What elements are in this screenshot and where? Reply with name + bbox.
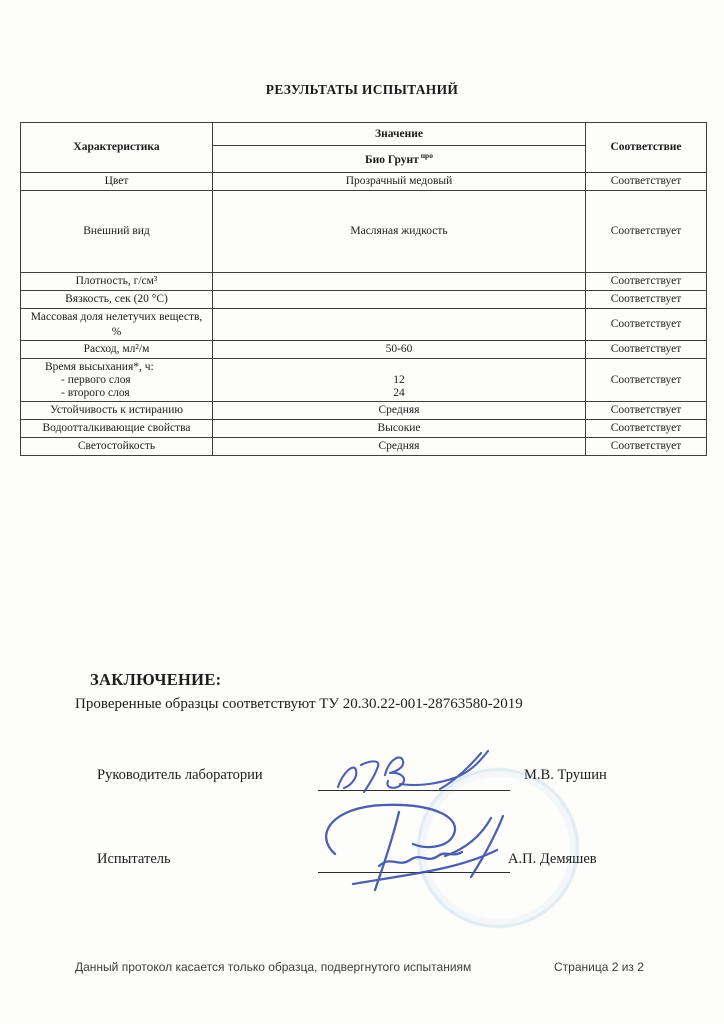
cell-characteristic: Плотность, г/см³ bbox=[21, 273, 213, 291]
cell-characteristic: Устойчивость к истиранию bbox=[21, 402, 213, 420]
page-title: РЕЗУЛЬТАТЫ ИСПЫТАНИЙ bbox=[265, 82, 459, 97]
cell-compliance: Соответствует bbox=[586, 191, 707, 273]
results-table bbox=[20, 122, 707, 456]
table-header-row bbox=[21, 123, 707, 146]
product-sup: про bbox=[420, 150, 433, 160]
col-header-compliance: Соответствие bbox=[586, 123, 707, 173]
col-header-product bbox=[213, 146, 586, 173]
cell-value: Высокие bbox=[213, 420, 586, 438]
table-row-viscosity bbox=[21, 291, 707, 309]
cell-compliance: Соответствует bbox=[586, 273, 707, 291]
conclusion-heading: ЗАКЛЮЧЕНИЕ: bbox=[90, 670, 222, 689]
cell-value: Прозрачный медовый bbox=[213, 173, 586, 191]
cell-value bbox=[213, 291, 586, 309]
drying-time-first-layer: - первого слоя bbox=[61, 373, 131, 386]
table-row-water-repellency bbox=[21, 420, 707, 438]
col-header-value-group: Значение bbox=[213, 123, 586, 146]
cell-value bbox=[213, 309, 586, 341]
table-row-color bbox=[21, 173, 707, 191]
cell-compliance: Соответствует bbox=[586, 341, 707, 359]
cell-compliance: Соответствует bbox=[586, 309, 707, 341]
cell-value: Средняя bbox=[213, 438, 586, 456]
signature-name-demyashev: А.П. Демяшев bbox=[508, 851, 597, 867]
signature-name-trushin: М.В. Трушин bbox=[524, 767, 607, 783]
cell-compliance: Соответствует bbox=[586, 438, 707, 456]
cell-characteristic: Водоотталкивающие свойства bbox=[21, 420, 213, 438]
cell-compliance: Соответствует bbox=[586, 402, 707, 420]
cell-value: Средняя bbox=[213, 402, 586, 420]
cell-value: Масляная жидкость bbox=[213, 191, 586, 273]
col-header-characteristic: Характеристика bbox=[21, 123, 213, 173]
cell-value: 50-60 bbox=[213, 341, 586, 359]
signature-demyashev-ink bbox=[295, 792, 530, 897]
cell-characteristic: Светостойкость bbox=[21, 438, 213, 456]
table-row-drying-time bbox=[21, 359, 707, 402]
cell-compliance: Соответствует bbox=[586, 359, 707, 402]
drying-value-second: 24 bbox=[393, 386, 405, 399]
signature-role-tester: Испытатель bbox=[97, 851, 171, 867]
cell-characteristic bbox=[21, 359, 213, 402]
footer-page-number: Страница 2 из 2 bbox=[554, 960, 644, 974]
table-row-lightfastness bbox=[21, 438, 707, 456]
cell-compliance: Соответствует bbox=[586, 291, 707, 309]
table-row-consumption bbox=[21, 341, 707, 359]
drying-time-label: Время высыхания*, ч: bbox=[45, 360, 154, 373]
table-row-abrasion-resistance bbox=[21, 402, 707, 420]
footer-note: Данный протокол касается только образца, подвергнутого испытаниям bbox=[75, 960, 472, 974]
cell-value bbox=[213, 359, 586, 402]
cell-characteristic: Расход, мл²/м bbox=[21, 341, 213, 359]
cell-characteristic: Цвет bbox=[21, 173, 213, 191]
cell-value bbox=[213, 273, 586, 291]
cell-characteristic: Внешний вид bbox=[21, 191, 213, 273]
drying-value-spacer bbox=[217, 361, 581, 374]
cell-characteristic: Вязкость, сек (20 °С) bbox=[21, 291, 213, 309]
signature-trushin-ink bbox=[328, 742, 506, 797]
cell-characteristic: Массовая доля нелетучих веществ, % bbox=[21, 309, 213, 341]
signature-role-lab-head: Руководитель лаборатории bbox=[97, 767, 263, 783]
cell-compliance: Соответствует bbox=[586, 420, 707, 438]
conclusion-text: Проверенные образцы соответствуют ТУ 20.30.22-001-28763580-2019 bbox=[75, 696, 523, 712]
table-row-appearance bbox=[21, 191, 707, 273]
table-row-density bbox=[21, 273, 707, 291]
drying-value-first: 12 bbox=[393, 373, 405, 386]
table-row-nonvolatile-fraction bbox=[21, 309, 707, 341]
cell-compliance: Соответствует bbox=[586, 173, 707, 191]
product-name: Био Грунт bbox=[365, 153, 419, 166]
drying-time-second-layer: - второго слоя bbox=[61, 386, 130, 399]
